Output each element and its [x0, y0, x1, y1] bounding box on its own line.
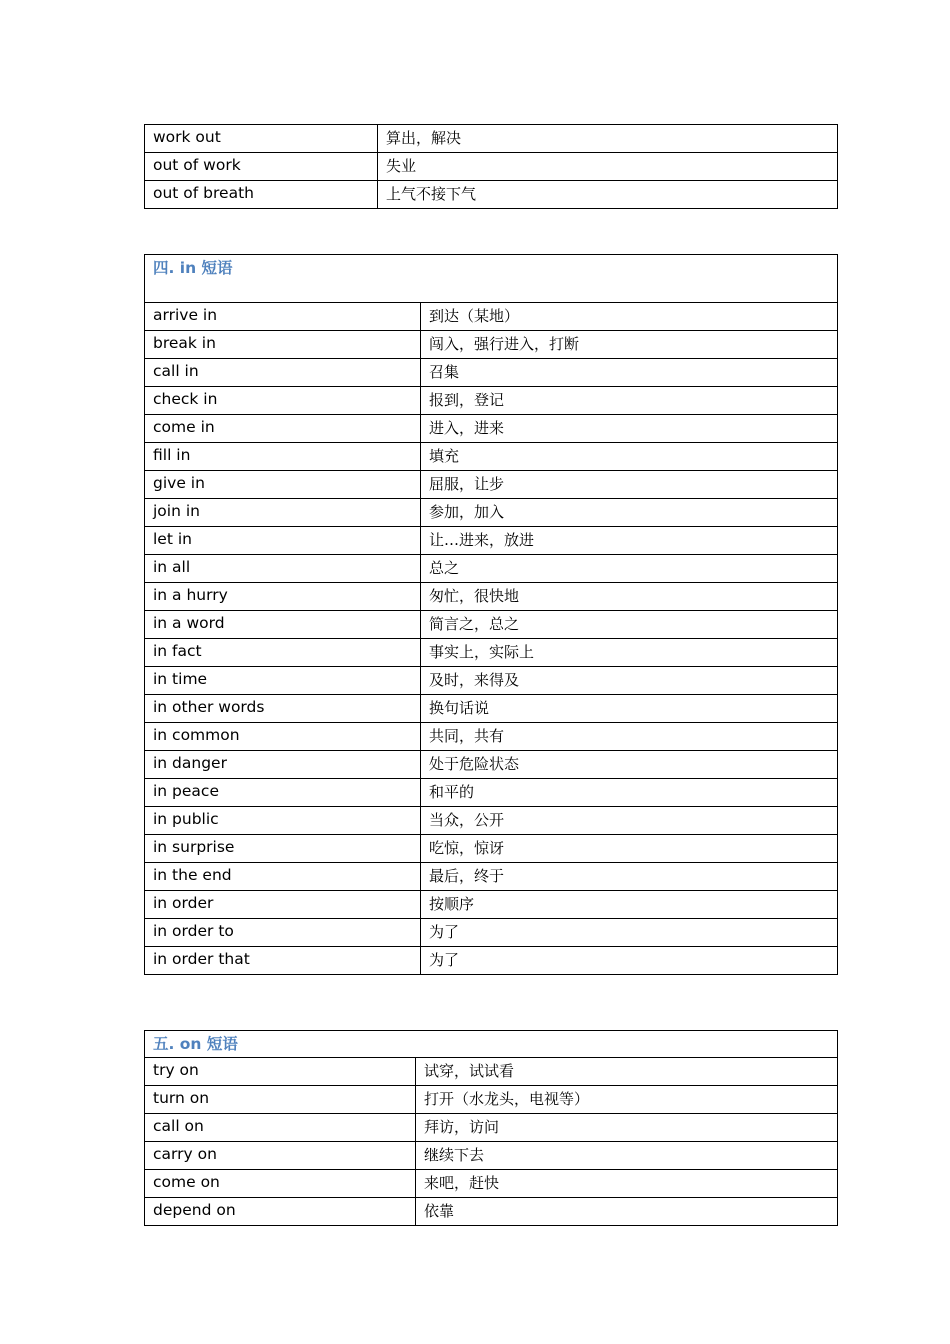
table-row	[145, 919, 838, 947]
phrase-chinese: 屈服，让步	[421, 471, 838, 499]
table-row	[145, 1198, 838, 1226]
phrase-table-in	[144, 254, 838, 975]
phrase-english: in peace	[145, 779, 421, 807]
phrase-chinese: 来吧，赶快	[416, 1170, 838, 1198]
phrase-english: in a word	[145, 611, 421, 639]
table-row	[145, 303, 838, 331]
phrase-english: call in	[145, 359, 421, 387]
table-row	[145, 415, 838, 443]
table-row	[145, 125, 838, 153]
table-row	[145, 751, 838, 779]
table-row	[145, 1170, 838, 1198]
phrase-chinese: 拜访，访问	[416, 1114, 838, 1142]
phrase-english: in danger	[145, 751, 421, 779]
phrase-chinese: 依靠	[416, 1198, 838, 1226]
table-row	[145, 779, 838, 807]
phrase-table-on	[144, 1030, 838, 1226]
phrase-chinese: 试穿，试试看	[416, 1058, 838, 1086]
table-row	[145, 947, 838, 975]
phrase-english: arrive in	[145, 303, 421, 331]
phrase-english: let in	[145, 527, 421, 555]
phrase-english: break in	[145, 331, 421, 359]
phrase-english: turn on	[145, 1086, 416, 1114]
table-row	[145, 443, 838, 471]
phrase-english: out of work	[145, 153, 378, 181]
phrase-chinese: 按顺序	[421, 891, 838, 919]
phrase-english: give in	[145, 471, 421, 499]
phrase-chinese: 继续下去	[416, 1142, 838, 1170]
table-row	[145, 583, 838, 611]
table-row	[145, 1086, 838, 1114]
section-title-in: 四. in 短语	[145, 255, 838, 303]
table-row	[145, 667, 838, 695]
phrase-english: join in	[145, 499, 421, 527]
table-row	[145, 555, 838, 583]
phrase-chinese: 吃惊，惊讶	[421, 835, 838, 863]
phrase-chinese: 共同，共有	[421, 723, 838, 751]
phrase-chinese: 打开（水龙头，电视等）	[416, 1086, 838, 1114]
phrase-chinese: 召集	[421, 359, 838, 387]
phrase-chinese: 闯入，强行进入，打断	[421, 331, 838, 359]
phrase-english: depend on	[145, 1198, 416, 1226]
phrase-chinese: 参加，加入	[421, 499, 838, 527]
phrase-chinese: 换句话说	[421, 695, 838, 723]
phrase-chinese: 填充	[421, 443, 838, 471]
phrase-english: in a hurry	[145, 583, 421, 611]
table-row	[145, 723, 838, 751]
table-row	[145, 527, 838, 555]
phrase-chinese: 事实上，实际上	[421, 639, 838, 667]
phrase-chinese: 总之	[421, 555, 838, 583]
section-title-on: 五. on 短语	[145, 1031, 838, 1058]
phrase-chinese: 为了	[421, 919, 838, 947]
table-row	[145, 471, 838, 499]
table-row	[145, 611, 838, 639]
phrase-chinese: 处于危险状态	[421, 751, 838, 779]
table-row	[145, 181, 838, 209]
table-row	[145, 863, 838, 891]
phrase-english: work out	[145, 125, 378, 153]
phrase-english: in public	[145, 807, 421, 835]
phrase-chinese: 最后，终于	[421, 863, 838, 891]
table-row	[145, 499, 838, 527]
phrase-chinese: 让…进来，放进	[421, 527, 838, 555]
phrase-chinese: 上气不接下气	[378, 181, 838, 209]
table-row	[145, 359, 838, 387]
table-row	[145, 1058, 838, 1086]
phrase-english: in surprise	[145, 835, 421, 863]
phrase-chinese: 为了	[421, 947, 838, 975]
phrase-english: in the end	[145, 863, 421, 891]
phrase-english: in all	[145, 555, 421, 583]
phrase-english: call on	[145, 1114, 416, 1142]
table-row	[145, 695, 838, 723]
phrase-english: in time	[145, 667, 421, 695]
phrase-english: come on	[145, 1170, 416, 1198]
phrase-english: in other words	[145, 695, 421, 723]
phrase-english: check in	[145, 387, 421, 415]
phrase-english: in order that	[145, 947, 421, 975]
phrase-chinese: 报到，登记	[421, 387, 838, 415]
phrase-chinese: 及时，来得及	[421, 667, 838, 695]
phrase-chinese: 进入，进来	[421, 415, 838, 443]
phrase-chinese: 到达（某地）	[421, 303, 838, 331]
phrase-chinese: 失业	[378, 153, 838, 181]
phrase-english: in order	[145, 891, 421, 919]
phrase-chinese: 当众，公开	[421, 807, 838, 835]
phrase-english: in order to	[145, 919, 421, 947]
phrase-english: in fact	[145, 639, 421, 667]
phrase-english: carry on	[145, 1142, 416, 1170]
phrase-chinese: 简言之，总之	[421, 611, 838, 639]
table-row	[145, 891, 838, 919]
table-row	[145, 153, 838, 181]
phrase-chinese: 匆忙，很快地	[421, 583, 838, 611]
table-row	[145, 639, 838, 667]
table-row	[145, 807, 838, 835]
phrase-english: fill in	[145, 443, 421, 471]
phrase-chinese: 和平的	[421, 779, 838, 807]
phrase-english: out of breath	[145, 181, 378, 209]
table-row	[145, 835, 838, 863]
table-row	[145, 1114, 838, 1142]
table-row	[145, 331, 838, 359]
phrase-english: come in	[145, 415, 421, 443]
table-row	[145, 387, 838, 415]
table-row	[145, 1142, 838, 1170]
phrase-table-out	[144, 124, 838, 209]
phrase-english: try on	[145, 1058, 416, 1086]
phrase-english: in common	[145, 723, 421, 751]
phrase-chinese: 算出，解决	[378, 125, 838, 153]
